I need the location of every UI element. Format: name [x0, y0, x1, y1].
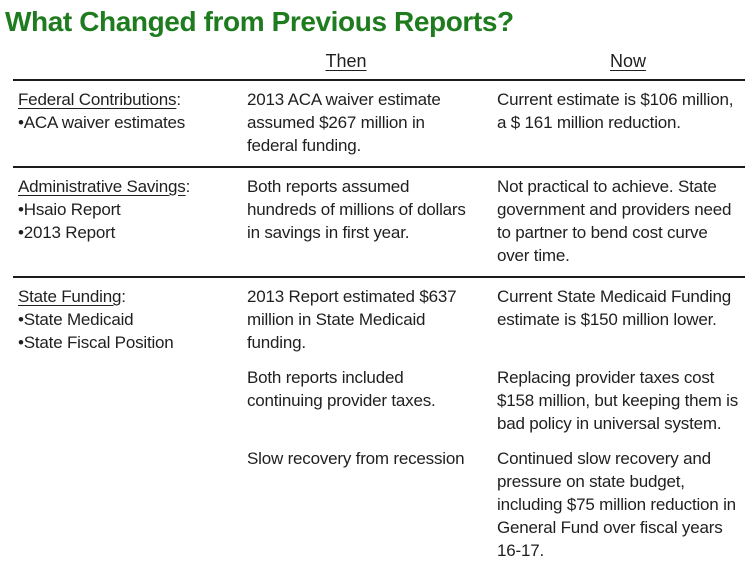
then-cell: Slow recovery from recession [247, 449, 465, 468]
table-row [13, 175, 745, 267]
bullet-item: •State Fiscal Position [18, 333, 174, 352]
bullet-item: •2013 Report [18, 223, 116, 242]
column-header-spacer [13, 50, 247, 79]
now-cell: Current estimate is $106 million, a $ 161 million reduction. [497, 90, 734, 132]
section-federal-contributions [13, 79, 745, 166]
row-label-text: Federal Contributions [18, 90, 177, 109]
row-label-heading [18, 175, 231, 198]
bullet-item: •State Medicaid [18, 310, 134, 329]
row-label-text: Administrative Savings [18, 177, 186, 196]
table-row [13, 285, 745, 354]
row-label-colon: : [185, 177, 191, 196]
row-label [13, 175, 247, 244]
table-row [13, 366, 745, 435]
row-label-colon: : [121, 287, 126, 306]
row-label-colon: : [176, 90, 181, 109]
row-label-text: State Funding [18, 287, 122, 306]
bullet-item: •ACA waiver estimates [18, 113, 186, 132]
row-label [13, 285, 247, 354]
row-label-heading [18, 285, 231, 308]
then-cell: Both reports assumed hundreds of millions of dollars in savings in first year. [247, 177, 466, 242]
then-cell: Both reports included continuing provider taxes. [247, 368, 436, 410]
row-label-heading [18, 88, 231, 111]
then-cell: 2013 Report estimated $637 million in State Medicaid funding. [247, 287, 457, 352]
comparison-table [13, 79, 745, 571]
column-header-then: Then [325, 51, 367, 71]
column-header-row [13, 50, 745, 79]
table-row [13, 88, 745, 157]
column-header-now: Now [609, 51, 646, 71]
row-label [13, 88, 247, 134]
table-row [13, 447, 745, 562]
now-cell: Continued slow recovery and pressure on state budget, including $75 million reduction in General Fund over fiscal years 16-17. [497, 449, 736, 560]
now-cell: Not practical to achieve. State government and providers need to partner to bend cost curve over time. [497, 177, 732, 265]
now-cell: Current State Medicaid Funding estimate is $150 million lower. [497, 287, 732, 329]
now-cell: Replacing provider taxes cost $158 million, but keeping them is bad policy in universal system. [497, 368, 738, 433]
bullet-item: •Hsaio Report [18, 200, 121, 219]
section-administrative-savings [13, 166, 745, 276]
slide-title: What Changed from Previous Reports? [5, 6, 514, 37]
then-cell: 2013 ACA waiver estimate assumed $267 million in federal funding. [247, 90, 441, 155]
section-state-funding [13, 276, 745, 571]
